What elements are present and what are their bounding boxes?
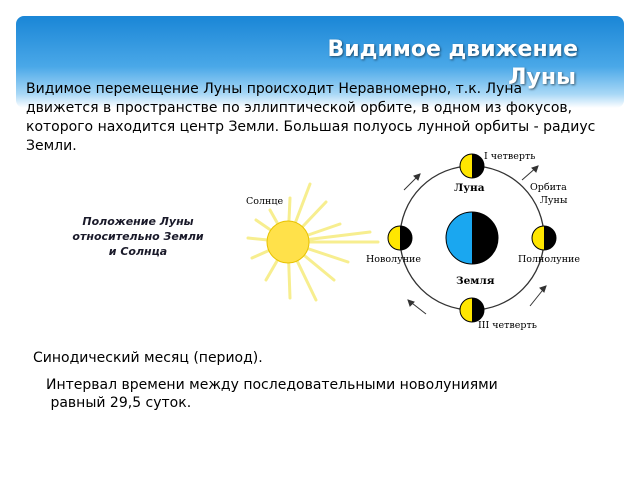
intro-paragraph: Видимое перемещение Луны происходит Неравномерно, т.к. Луна движется в пространстве по эллиптической орбите, в одном из фокусов, которого находится центр Земли. Большая полуось лунной орбиты - радиус Земли.: [26, 81, 596, 154]
sun-icon: [267, 221, 309, 263]
moon-top-icon: [460, 154, 484, 178]
moon-right-icon: [532, 226, 556, 250]
earth-label: Земля: [456, 275, 495, 287]
diagram-caption: Положение Луны относительно Земли и Солнца: [72, 215, 204, 258]
synodic-month-title: Синодический месяц (период).: [33, 350, 263, 366]
sun-label: Солнце: [246, 196, 284, 207]
moon-phases-diagram: [230, 140, 590, 340]
moon-label: Луна: [454, 182, 485, 194]
orbit-label-line2: Луны: [540, 195, 568, 206]
moon-left-icon: [388, 226, 412, 250]
moon-bottom-icon: [460, 298, 484, 322]
slide-title-line1: Видимое движение: [327, 37, 578, 62]
full-moon-label: Полнолуние: [518, 254, 581, 265]
new-moon-label: Новолуние: [366, 254, 421, 265]
slide-title-line2: Луны: [508, 65, 576, 90]
definition-line1: Интервал времени между последовательными новолуниями: [46, 377, 498, 393]
first-quarter-label: I четверть: [484, 151, 536, 162]
earth-icon: [446, 212, 498, 264]
definition-line2: равный 29,5 суток.: [46, 395, 192, 411]
orbit-label-line1: Орбита: [530, 182, 567, 193]
synodic-month-definition: [46, 376, 546, 412]
third-quarter-label: III четверть: [478, 320, 537, 331]
